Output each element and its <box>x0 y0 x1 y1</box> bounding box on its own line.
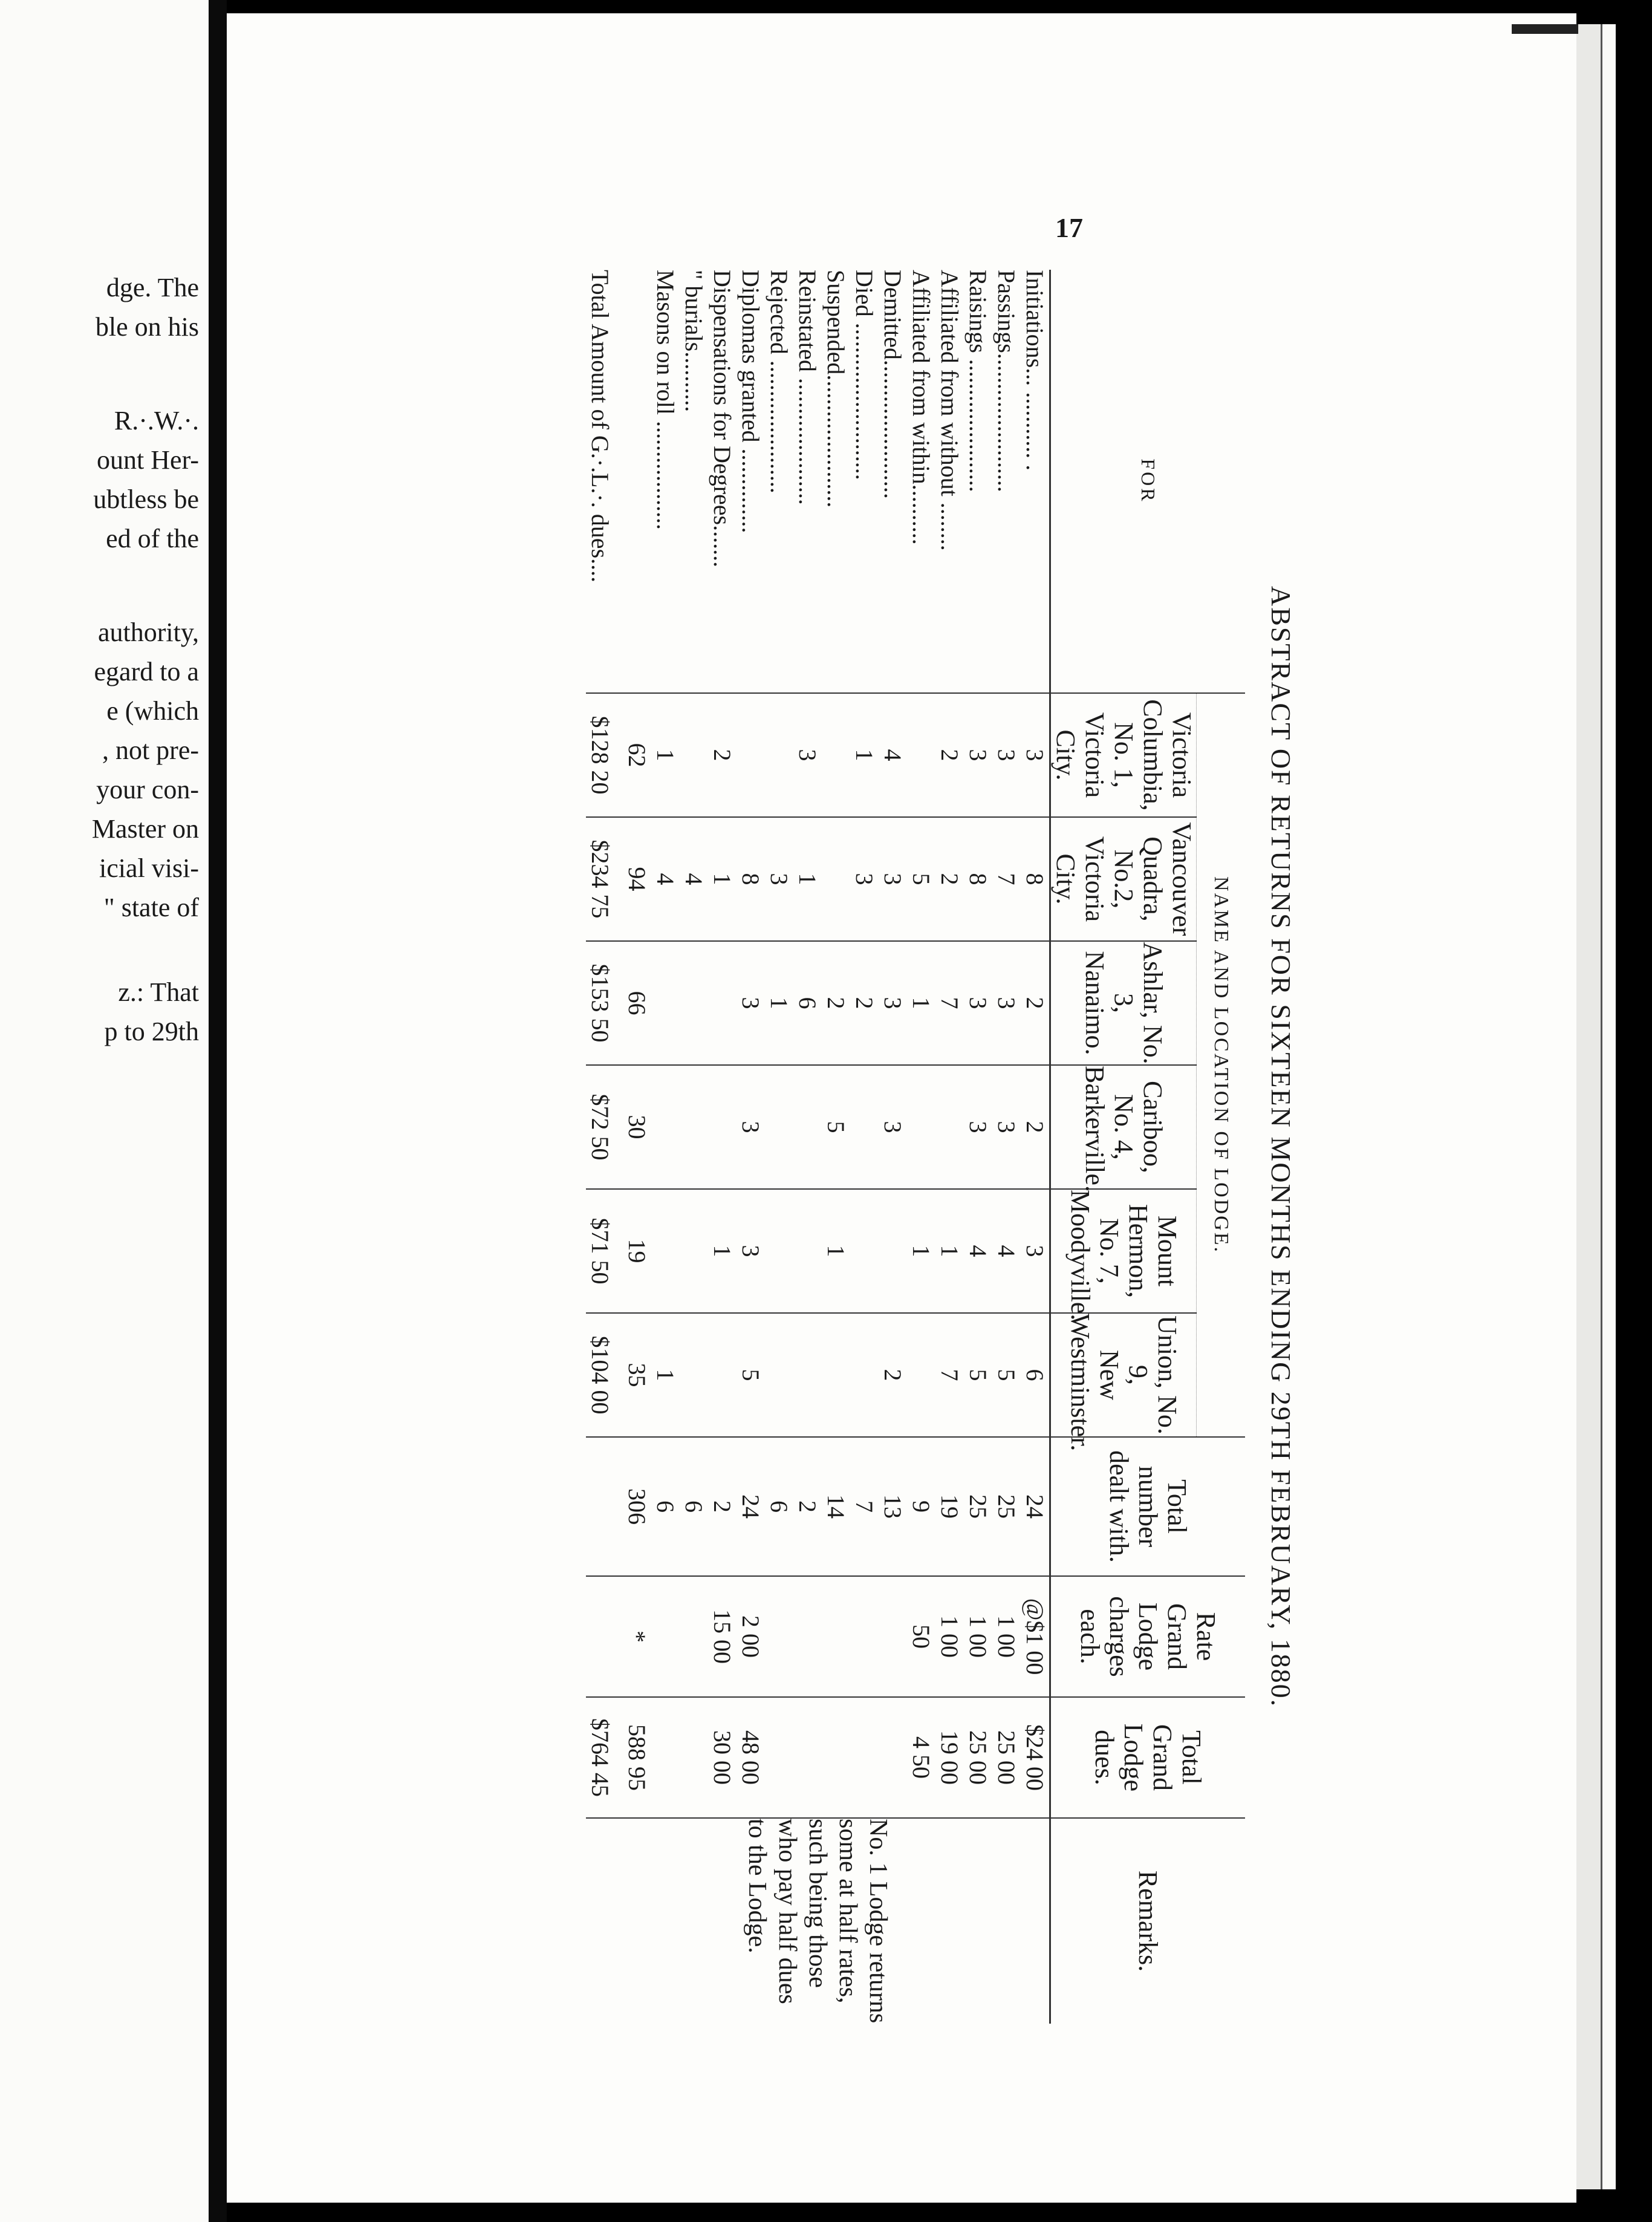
table-row <box>651 270 680 2024</box>
lodge-value: $128 20 <box>586 693 623 817</box>
left-page-text-line: ble on his <box>95 312 199 342</box>
lodge-name: Mount Hermon, No. 7, <box>1094 1204 1182 1298</box>
total-number-header <box>1050 1437 1246 1576</box>
row-label: Rejected ...................... <box>766 270 793 494</box>
lodge-name: Victoria Columbia, No. 1, <box>1109 699 1197 811</box>
lodge-value <box>765 693 793 817</box>
total-dues-value: 4 50 <box>907 1697 935 1818</box>
rate-value <box>850 1576 879 1697</box>
lodge-value <box>850 1313 879 1437</box>
left-page-text-line: ount Her- <box>97 445 199 475</box>
table-row <box>879 270 907 2024</box>
lodge-value: 4 <box>964 1189 992 1313</box>
table-row <box>850 270 879 2024</box>
row-label: Diplomas granted .............. <box>737 270 764 533</box>
lodge-value: 1 <box>651 693 680 817</box>
row-label: Affiliated from within.......... <box>908 270 935 545</box>
total-number-value: 24 <box>1021 1437 1050 1576</box>
lodge-value: 62 <box>623 693 651 817</box>
lodge-value <box>793 1313 822 1437</box>
lodge-value <box>907 1313 935 1437</box>
lodge-value: 3 <box>879 941 907 1065</box>
lodge-value: 7 <box>935 941 964 1065</box>
total-number-value: 306 <box>623 1437 651 1576</box>
lodge-value <box>765 1189 793 1313</box>
lodge-value: 7 <box>992 817 1021 941</box>
lodge-value <box>737 693 765 817</box>
lodge-value: 19 <box>623 1189 651 1313</box>
lodge-value: 1 <box>907 941 935 1065</box>
lodge-header <box>1050 941 1197 1065</box>
total-dues-value: 48 00 <box>737 1697 765 1818</box>
lodge-value: 5 <box>907 817 935 941</box>
total-number-value: 13 <box>879 1437 907 1576</box>
rate-value: 1 00 <box>992 1576 1021 1697</box>
lodge-value <box>822 693 850 817</box>
rate-value: @$1 00 <box>1021 1576 1050 1697</box>
lodge-value: 3 <box>879 817 907 941</box>
left-page-text-line: p to 29th <box>104 1017 199 1046</box>
lodge-group-header: NAME AND LOCATION OF LODGE. <box>1197 693 1246 1437</box>
lodge-value: 4 <box>680 817 708 941</box>
lodge-header <box>1050 817 1197 941</box>
lodge-value <box>680 1313 708 1437</box>
lodge-value: 3 <box>1021 1189 1050 1313</box>
row-label: Raisings ...................... <box>964 270 992 492</box>
lodge-value: 2 <box>1021 941 1050 1065</box>
total-number-value: 6 <box>680 1437 708 1576</box>
total-dues-value <box>651 1697 680 1818</box>
lodge-value: 2 <box>1021 1065 1050 1189</box>
table-row <box>935 270 964 2024</box>
rate-header <box>1050 1576 1246 1697</box>
lodge-value <box>765 1313 793 1437</box>
rate-value: 1 00 <box>935 1576 964 1697</box>
left-page-text-line: egard to a <box>94 657 199 686</box>
rate-value: 2 00 <box>737 1576 765 1697</box>
lodge-location: Victoria City. <box>1051 712 1110 798</box>
left-page-text-line: authority, <box>98 617 199 647</box>
table-row <box>680 270 708 2024</box>
lodge-value <box>680 941 708 1065</box>
remarks-header: Remarks. <box>1050 1818 1246 2024</box>
lodge-value <box>680 1189 708 1313</box>
total-number-value: 19 <box>935 1437 964 1576</box>
lodge-value: 5 <box>737 1313 765 1437</box>
lodge-value: 3 <box>737 941 765 1065</box>
lodge-value: 3 <box>964 1065 992 1189</box>
abstract-of-returns-table <box>586 270 1318 2024</box>
total-dues-value <box>765 1697 793 1818</box>
table-row <box>586 270 623 2024</box>
lodge-value: 1 <box>935 1189 964 1313</box>
lodge-value: 1 <box>850 693 879 817</box>
lodge-value <box>765 1065 793 1189</box>
book-binding <box>209 0 227 2222</box>
total-number-value: 25 <box>964 1437 992 1576</box>
total-dues-value <box>879 1697 907 1818</box>
table-row <box>737 270 765 2024</box>
lodge-value: 1 <box>708 817 737 941</box>
lodge-value: $234 75 <box>586 817 623 941</box>
lodge-value: 4 <box>879 693 907 817</box>
rate-value <box>879 1576 907 1697</box>
lodge-value: 2 <box>935 817 964 941</box>
table-row <box>1021 270 1050 2024</box>
left-page-text-line: Master on <box>91 814 199 844</box>
left-page-text-line: e (which <box>106 696 199 726</box>
total-number-value: 25 <box>992 1437 1021 1576</box>
lodge-value <box>708 1313 737 1437</box>
total-dues-header-line1: Total <box>1177 1730 1207 1785</box>
row-label: Demitted....................... <box>879 270 906 499</box>
lodge-value: 2 <box>879 1313 907 1437</box>
lodge-value: 3 <box>1021 693 1050 817</box>
left-page-text-line: z.: That <box>118 977 199 1007</box>
total-dues-value <box>850 1697 879 1818</box>
left-page-text-line: ed of the <box>106 524 199 553</box>
row-label: Dispensations for Degrees....... <box>709 270 736 568</box>
lodge-name: Ashlar, No. 3, <box>1109 942 1168 1064</box>
total-dues-header-line2: Grand Lodge dues. <box>1090 1723 1178 1792</box>
lodge-value: 8 <box>964 817 992 941</box>
remarks-text: No. 1 Lodge returns some at half rates, such being those who pay half dues to the Lodge. <box>586 1818 1050 2024</box>
total-dues-header <box>1050 1697 1246 1818</box>
left-page-text-line: R.·.W.·. <box>114 406 199 435</box>
lodge-location: Moodyville. <box>1065 1190 1095 1321</box>
left-page-text-line: dge. The <box>106 273 199 302</box>
page-number: 17 <box>1055 212 1083 243</box>
rate-value: 15 00 <box>708 1576 737 1697</box>
rate-value <box>793 1576 822 1697</box>
lodge-value: 2 <box>708 693 737 817</box>
lodge-value: 5 <box>992 1313 1021 1437</box>
lodge-value: 1 <box>651 1313 680 1437</box>
rate-value: 1 00 <box>964 1576 992 1697</box>
lodge-value <box>708 1065 737 1189</box>
total-number-value: 14 <box>822 1437 850 1576</box>
lodge-header <box>1050 1313 1197 1451</box>
lodge-value: 3 <box>992 941 1021 1065</box>
row-label: Reinstated ..................... <box>794 270 821 505</box>
table-row <box>765 270 793 2024</box>
lodge-value: 6 <box>1021 1313 1050 1437</box>
lodge-value <box>651 941 680 1065</box>
lodge-value: $104 00 <box>586 1313 623 1437</box>
lodge-header <box>1050 1189 1197 1321</box>
lodge-value: 3 <box>850 817 879 941</box>
rate-value: * <box>623 1576 651 1697</box>
total-number-value <box>586 1437 623 1576</box>
lodge-value <box>822 817 850 941</box>
lodge-value: 8 <box>737 817 765 941</box>
table-row <box>964 270 992 2024</box>
lodge-value <box>680 693 708 817</box>
left-page-text-line: , not pre- <box>102 735 199 765</box>
lodge-value: 5 <box>964 1313 992 1437</box>
lodge-location: New Westminster. <box>1065 1314 1124 1451</box>
total-dues-value: 30 00 <box>708 1697 737 1818</box>
lodge-name: Vancouver Quadra, No.2, <box>1109 822 1197 936</box>
total-dues-value <box>793 1697 822 1818</box>
left-page <box>0 0 209 2222</box>
rate-value <box>680 1576 708 1697</box>
lodge-value <box>850 1065 879 1189</box>
row-label: Total Amount of G.·.L.·. dues.... <box>587 270 614 583</box>
lodge-value: 3 <box>992 693 1021 817</box>
lodge-value: 6 <box>793 941 822 1065</box>
row-label: " burials.......... <box>680 270 707 412</box>
total-dues-value: $24 00 <box>1021 1697 1050 1818</box>
lodge-location: Victoria City. <box>1051 836 1110 922</box>
total-number-value: 6 <box>765 1437 793 1576</box>
left-page-text-line: ubtless be <box>93 484 199 514</box>
total-dues-value: 588 95 <box>623 1697 651 1818</box>
rate-header-line2: charges each. <box>1075 1596 1134 1677</box>
left-page-text-line: icial visi- <box>99 853 199 883</box>
lodge-value: 1 <box>708 1189 737 1313</box>
lodge-value: 35 <box>623 1313 651 1437</box>
lodge-location: Nanaimo. <box>1080 951 1110 1055</box>
lodge-header <box>1050 693 1197 817</box>
lodge-value: 3 <box>737 1065 765 1189</box>
rate-value <box>822 1576 850 1697</box>
total-dues-value <box>680 1697 708 1818</box>
lodge-value <box>793 1065 822 1189</box>
total-number-value: 9 <box>907 1437 935 1576</box>
lodge-value: $72 50 <box>586 1065 623 1189</box>
total-number-header-line2: dealt with. <box>1104 1450 1134 1563</box>
lodge-value <box>850 1189 879 1313</box>
lodge-value: 1 <box>765 941 793 1065</box>
table-title: ABSTRACT OF RETURNS FOR SIXTEEN MONTHS ENDING 29TH FEBRUARY, 1880. <box>1266 585 1297 1708</box>
left-page-text-line: your con- <box>96 775 199 804</box>
lodge-value: 1 <box>822 1189 850 1313</box>
row-label: Passings....................... <box>993 270 1020 492</box>
corner-mark <box>1512 24 1578 34</box>
lodge-value: 3 <box>765 817 793 941</box>
rate-value <box>651 1576 680 1697</box>
lodge-value: 8 <box>1021 817 1050 941</box>
total-dues-value: 25 00 <box>992 1697 1021 1818</box>
row-label: Initiations... ........... . <box>1021 270 1049 471</box>
lodge-value: 3 <box>964 693 992 817</box>
lodge-value: 5 <box>822 1065 850 1189</box>
lodge-value: 94 <box>623 817 651 941</box>
total-number-value: 6 <box>651 1437 680 1576</box>
lodge-value: 2 <box>822 941 850 1065</box>
lodge-value: $71 50 <box>586 1189 623 1313</box>
lodge-name: Cariboo, No. 4, <box>1109 1081 1168 1173</box>
rate-value <box>586 1576 623 1697</box>
lodge-value <box>708 941 737 1065</box>
rate-value <box>765 1576 793 1697</box>
rate-value: 50 <box>907 1576 935 1697</box>
page-edge-outer <box>1601 24 1616 2189</box>
lodge-value <box>822 1313 850 1437</box>
total-number-header-line1: Total number <box>1133 1465 1192 1548</box>
row-label <box>623 270 651 693</box>
lodge-value <box>651 1065 680 1189</box>
lodge-value: 2 <box>850 941 879 1065</box>
lodge-value <box>907 693 935 817</box>
lodge-value: 1 <box>793 817 822 941</box>
lodge-value: 66 <box>623 941 651 1065</box>
lodge-value: 3 <box>992 1065 1021 1189</box>
lodge-value: 1 <box>907 1189 935 1313</box>
table-row <box>708 270 737 2024</box>
row-label: Died .......................... <box>851 270 878 480</box>
table-row <box>623 270 651 2024</box>
lodge-header <box>1050 1065 1197 1192</box>
lodge-value: 3 <box>793 693 822 817</box>
rate-header-line1: Rate Grand Lodge <box>1133 1602 1221 1671</box>
total-number-value: 2 <box>708 1437 737 1576</box>
row-label: Masons on roll .................. <box>652 270 679 530</box>
lodge-value <box>935 1065 964 1189</box>
total-number-value: 24 <box>737 1437 765 1576</box>
table-row <box>992 270 1021 2024</box>
total-number-value: 2 <box>793 1437 822 1576</box>
total-dues-value: $764 45 <box>586 1697 623 1818</box>
left-page-text-line: " state of <box>103 893 199 922</box>
row-label: Suspended...................... <box>822 270 850 508</box>
lodge-value: 4 <box>651 817 680 941</box>
lodge-value: 3 <box>964 941 992 1065</box>
table-row <box>822 270 850 2024</box>
for-header: FOR <box>1050 270 1246 693</box>
lodge-value <box>907 1065 935 1189</box>
page-edge <box>1576 24 1601 2189</box>
lodge-value: 2 <box>935 693 964 817</box>
table-row <box>907 270 935 2024</box>
lodge-value <box>680 1065 708 1189</box>
rotated-table-wrapper <box>338 270 1318 2024</box>
lodge-value: 3 <box>737 1189 765 1313</box>
total-dues-value <box>822 1697 850 1818</box>
lodge-location: Barkerville. <box>1080 1066 1110 1192</box>
table-row <box>793 270 822 2024</box>
total-dues-value: 25 00 <box>964 1697 992 1818</box>
lodge-value <box>793 1189 822 1313</box>
total-dues-value: 19 00 <box>935 1697 964 1818</box>
lodge-value: 4 <box>992 1189 1021 1313</box>
lodge-name: Union, No. 9, <box>1124 1315 1182 1435</box>
lodge-value: 3 <box>879 1065 907 1189</box>
row-label: Affiliated from without ........ <box>936 270 963 551</box>
lodge-value: 30 <box>623 1065 651 1189</box>
lodge-value <box>651 1189 680 1313</box>
lodge-value: $153 50 <box>586 941 623 1065</box>
lodge-value: 7 <box>935 1313 964 1437</box>
lodge-value <box>879 1189 907 1313</box>
total-number-value: 7 <box>850 1437 879 1576</box>
